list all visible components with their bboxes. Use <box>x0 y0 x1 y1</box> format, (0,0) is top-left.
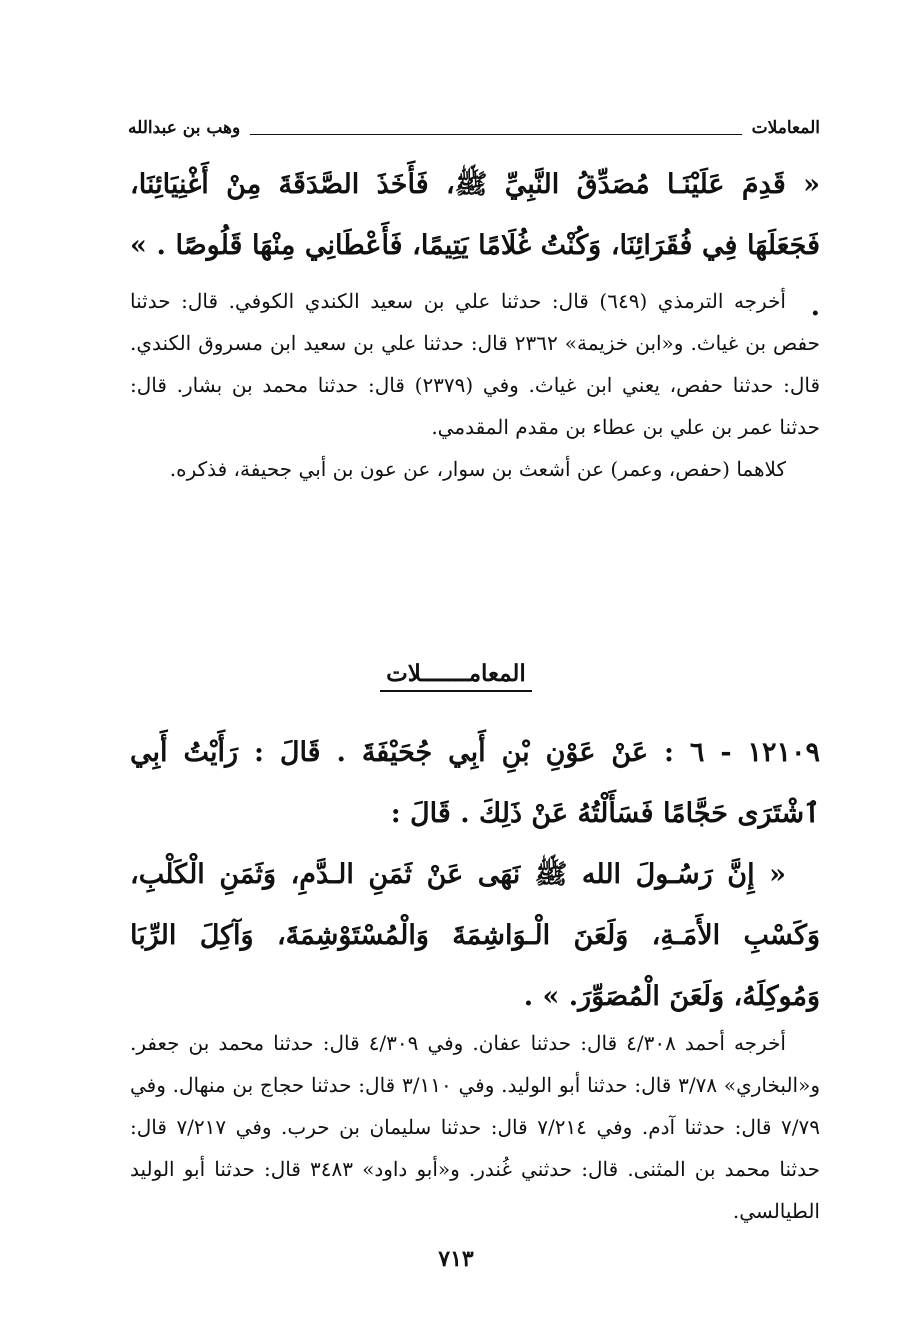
takhrij-bottom <box>130 1022 820 1232</box>
hadith-bottom <box>130 722 820 1027</box>
header-narrator-name: وهب بن عبدالله <box>128 118 241 138</box>
running-header <box>128 108 820 148</box>
header-chapter-title: المعاملات <box>751 118 820 138</box>
hadith-number-and-isnad: ١٢١٠٩ - ٦ : عَنْ عَوْنِ بْنِ أَبِي جُحَيْفَةَ . قَالَ : رَأَيْتُ أَبِي ٱشْتَرَى حَجَّامًا فَسَأَلْتُهُ عَنْ ذَلِكَ . قَالَ : <box>130 737 820 829</box>
section-title <box>0 660 912 692</box>
takhrij-bottom-paragraph: أخرجه أحمد ٤/٣٠٨ قال: حدثنا عفان. وفي ٤/٣٠٩ قال: حدثنا محمد بن جعفر. و«البخاري» ٣/٧٨ قال: حدثنا أبو الوليد. وفي ٣/١١٠ قال: حدثنا حجاج بن منهال. وفي ٧/٧٩ قال: حدثنا آدم. وفي ٧/٢١٤ قال: حدثنا سليمان بن حرب. وفي ٧/٢١٧ قال: حدثنا محمد بن المثنى. قال: حدثني غُندر. و«أبو داود» ٣٤٨٣ قال: حدثنا أبو الوليد الطيالسي. <box>130 1031 821 1223</box>
header-rule <box>250 134 741 135</box>
section-title-text: المعامـــــــلات <box>380 660 532 692</box>
takhrij-top-summary: كلاهما (حفص، وعمر) عن أشعث بن سوار، عن عون بن أبي جحيفة، فذكره. <box>169 457 786 481</box>
takhrij-top <box>130 280 820 490</box>
hadith-text-top: « قَدِمَ عَلَيْنَـا مُصَدِّقُ النَّبِيِّ ﷺ، فَأَخَذَ الصَّدَقَةَ مِنْ أَغْنِيَائِنَا، فَجَعَلَهَا فِي فُقَرَائِنَا، وَكُنْتُ غُلَامًا يَتِيمًا، فَأَعْطَانِي مِنْهَا قَلُوصًا . » . <box>130 169 820 322</box>
hadith-text-bottom: « إِنَّ رَسُـولَ الله ﷺ نَهَى عَنْ ثَمَنِ الـدَّمِ، وَثَمَنِ الْكَلْبِ، وَكَسْبِ الأَمَـةِ، وَلَعَنَ الْـوَاشِمَةَ وَالْمُسْتَوْشِمَةَ، وَآكِلَ الرِّبَا وَمُوكِلَهُ، وَلَعَنَ الْمُصَوِّرَ. » . <box>130 859 820 1012</box>
page-number: ٧١٣ <box>438 1246 474 1272</box>
takhrij-top-paragraph: أخرجه الترمذي (٦٤٩) قال: حدثنا علي بن سعيد الكندي الكوفي. قال: حدثنا حفص بن غياث. و«ابن خزيمة» ٢٣٦٢ قال: حدثنا علي بن سعيد ابن مسروق الكندي. قال: حدثنا حفص، يعني ابن غياث. وفي (٢٣٧٩) قال: حدثنا محمد بن بشار. قال: حدثنا عمر بن علي بن عطاء بن مقدم المقدمي. <box>130 289 820 439</box>
